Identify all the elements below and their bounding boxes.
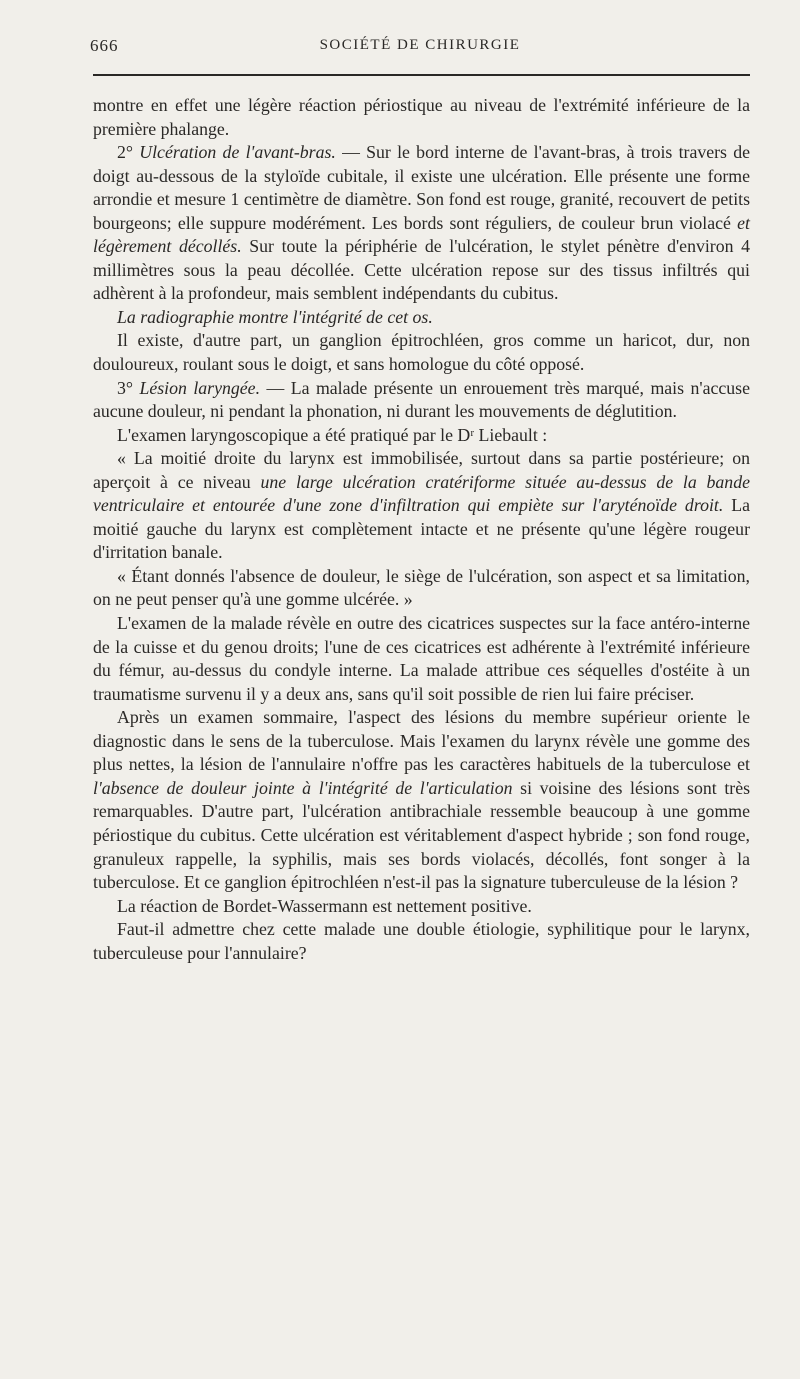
text-run: Sur toute la périphérie de l'ulcération, le stylet pénètre d'environ 4 millimètres sous la peau décollée. Cette ulcération repose sur des tissus infiltrés qui adhèrent à la profondeur, mais semblent indépendants du cubitus. xyxy=(93,236,750,304)
paragraph xyxy=(93,447,750,565)
paragraph xyxy=(93,918,750,965)
text-run: 3° xyxy=(117,377,140,398)
paragraph xyxy=(93,377,750,424)
italic-text: Lésion laryngée. xyxy=(139,377,261,398)
text-run: « La moitié droite du larynx est immobilisée, surtout dans sa partie postérieure; on aperçoit à ce niveau xyxy=(93,448,750,492)
paragraph xyxy=(93,895,750,919)
paragraph xyxy=(93,306,750,330)
page-number: 666 xyxy=(90,36,119,55)
text-run: montre en effet une légère réaction périostique au niveau de l'extrémité inférieure de la première phalange. xyxy=(93,95,750,139)
text-run: La moitié gauche du larynx est complètement intacte et ne présente qu'une légère rougeur d'irritation banale. xyxy=(93,495,750,563)
running-title: SOCIÉTÉ DE CHIRURGIE xyxy=(319,37,521,53)
text-run: si voisine des lésions sont très remarquables. D'autre part, l'ulcération antibrachiale ressemble beaucoup à une gomme périostique du cubitus. Cette ulcération est véritablement d'aspect hybride ; son fond rouge, granuleux rappelle, la syphilis, mais ses bords violacés, décollés, font songer à la tuberculose. Et ce ganglion épitrochléen n'est-il pas la signature tuberculeuse de la lésion ? xyxy=(93,777,751,893)
paragraph xyxy=(93,706,750,894)
italic-text: l'absence de douleur jointe à l'intégrité de l'articulation xyxy=(93,777,513,798)
text-run: Il existe, d'autre part, un ganglion épitrochléen, gros comme un haricot, dur, non douloureux, roulant sous le doigt, et sans homologue du côté opposé. xyxy=(93,330,750,375)
text-run: La réaction de Bordet-Wassermann est nettement positive. xyxy=(117,895,532,916)
text-run: « Étant donnés l'absence de douleur, le siège de l'ulcération, son aspect et sa limitation, on ne peut penser qu'à une gomme ulcérée. » xyxy=(93,565,750,610)
paragraph xyxy=(93,329,750,376)
paragraph xyxy=(93,612,750,706)
text-run: L'examen laryngoscopique a été pratiqué par le Dʳ Liebault : xyxy=(117,424,548,445)
italic-text: La radiographie montre l'intégrité de cet os. xyxy=(117,306,433,327)
text-run: 2° xyxy=(117,142,140,163)
text-run: L'examen de la malade révèle en outre des cicatrices suspectes sur la face antéro-interne de la cuisse et du genou droits; l'une de ces cicatrices est adhérente à l'extrémité inférieure du fémur, au-dessus du condyle interne. La malade attribue ces séquelles d'ostéite à un traumatisme survenu il y a deux ans, sans qu'il soit possible de rien lui faire préciser. xyxy=(93,613,750,704)
text-run: Faut-il admettre chez cette malade une double étiologie, syphilitique pour le larynx, tuberculeuse pour l'annulaire? xyxy=(93,919,750,963)
paragraph xyxy=(93,94,750,141)
italic-text: Ulcération de l'avant-bras. xyxy=(139,142,336,163)
text-run: Après un examen sommaire, l'aspect des lésions du membre supérieur oriente le diagnostic dans le sens de la tuberculose. Mais l'examen du larynx révèle une gomme des plus nettes, la lésion de l'annulaire n'offre pas les caractères habituels de la tuberculose et xyxy=(93,707,750,775)
page-header xyxy=(90,36,750,60)
paragraph xyxy=(93,565,750,612)
body-text xyxy=(93,94,750,965)
text-run: — Sur le bord interne de l'avant-bras, à trois travers de doigt au-dessous de la styloïde cubitale, il existe une ulcération. Elle présente une forme arrondie et mesure 1 centimètre de diamètre. Son fond est rouge, granité, recouvert de petits bourgeons; elle suppure modérément. Les bords sont réguliers, de couleur brun violacé xyxy=(93,142,751,233)
paragraph xyxy=(93,424,750,448)
italic-text: et légèrement décollés. xyxy=(93,212,750,257)
header-rule xyxy=(93,74,750,76)
paragraph xyxy=(93,141,750,306)
text-run: — La malade présente un enrouement très marqué, mais n'accuse aucune douleur, ni pendant la phonation, ni durant les mouvements de déglutition. xyxy=(93,377,750,422)
italic-text: une large ulcération cratériforme située au-dessus de la bande ventriculaire et entourée d'une zone d'infiltration qui empiète sur l'aryténoïde droit. xyxy=(93,471,750,516)
